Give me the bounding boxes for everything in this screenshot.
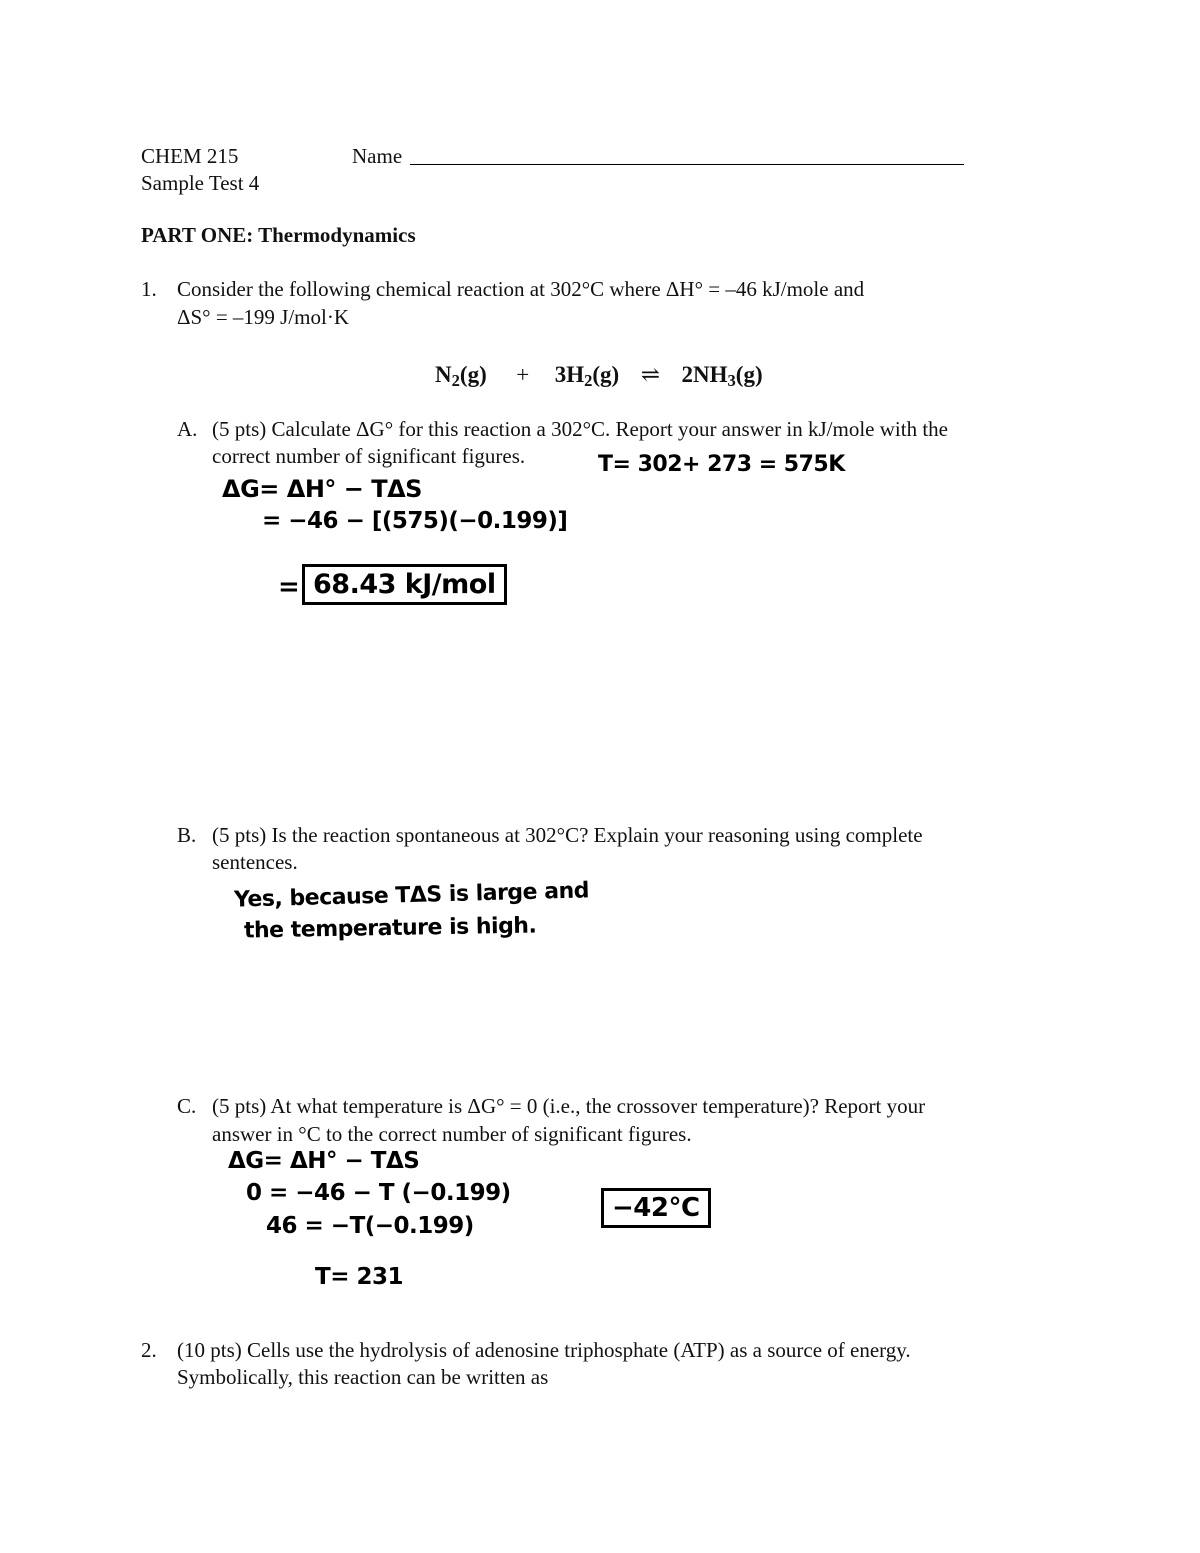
- test-title: Sample Test 4: [141, 171, 260, 195]
- reactant-n2: $N_2(g)$: [435, 362, 487, 391]
- q1a-handwritten-answer-box: 68.43 kJ/mol: [302, 564, 507, 605]
- q1-number: 1.: [141, 277, 157, 301]
- product-nh3: $2NH_3(g)$: [681, 362, 763, 391]
- q1a-handwritten-equals: =: [278, 572, 300, 602]
- q1-text-line2: ΔS° = –199 J/mol·K: [177, 305, 350, 329]
- q1a-letter: A.: [177, 417, 198, 441]
- q1a-handwritten-line1: ΔG= ΔH° − TΔS: [222, 475, 422, 503]
- q1c-handwritten-line4: T= 231: [315, 1264, 403, 1290]
- q1b-handwritten-line2: the temperature is high.: [243, 913, 537, 944]
- course-code: CHEM 215: [141, 144, 239, 168]
- plus-sign: +: [516, 362, 530, 387]
- q1a-line2: correct number of significant figures.: [212, 444, 526, 468]
- q1c-handwritten-line3: 46 = −T(−0.199): [266, 1213, 474, 1239]
- part-one-heading: PART ONE: Thermodynamics: [141, 223, 416, 247]
- name-label: Name: [352, 144, 403, 168]
- q1a-handwritten-line2: = −46 − [(575)(−0.199)]: [262, 508, 568, 534]
- q2-number: 2.: [141, 1338, 157, 1362]
- q1b-handwritten-line1: Yes, because TΔS is large and: [233, 878, 590, 913]
- q1a-line1: (5 pts) Calculate ΔG° for this reaction a 302°C. Report your answer in kJ/mole with the: [212, 417, 948, 441]
- q1c-handwritten-answer-box: −42°C: [601, 1188, 711, 1228]
- q1-text-line1: Consider the following chemical reaction at 302°C where ΔH° = –46 kJ/mole and: [177, 277, 865, 301]
- q1c-handwritten-line1: ΔG= ΔH° − TΔS: [228, 1148, 420, 1174]
- q1b-line1: (5 pts) Is the reaction spontaneous at 302°C? Explain your reasoning using complete: [212, 823, 923, 847]
- equilibrium-arrow: ⇌: [640, 362, 660, 387]
- q1c-line1: (5 pts) At what temperature is ΔG° = 0 (i.e., the crossover temperature)? Report your: [212, 1094, 926, 1118]
- q1a-handwritten-temp: T= 302+ 273 = 575K: [598, 452, 845, 477]
- q1b-line2: sentences.: [212, 850, 298, 874]
- reactant-h2: $3H_2(g)$: [554, 362, 620, 391]
- q1c-handwritten-line2: 0 = −46 − T (−0.199): [246, 1180, 511, 1206]
- q2-line2: Symbolically, this reaction can be written as: [177, 1365, 549, 1389]
- q1b-letter: B.: [177, 823, 197, 847]
- name-blank-line[interactable]: [410, 164, 964, 165]
- q1c-letter: C.: [177, 1094, 197, 1118]
- q1c-line2: answer in °C to the correct number of significant figures.: [212, 1122, 692, 1146]
- reaction-equation: [435, 361, 763, 390]
- q2-line1: (10 pts) Cells use the hydrolysis of adenosine triphosphate (ATP) as a source of energy.: [177, 1338, 911, 1362]
